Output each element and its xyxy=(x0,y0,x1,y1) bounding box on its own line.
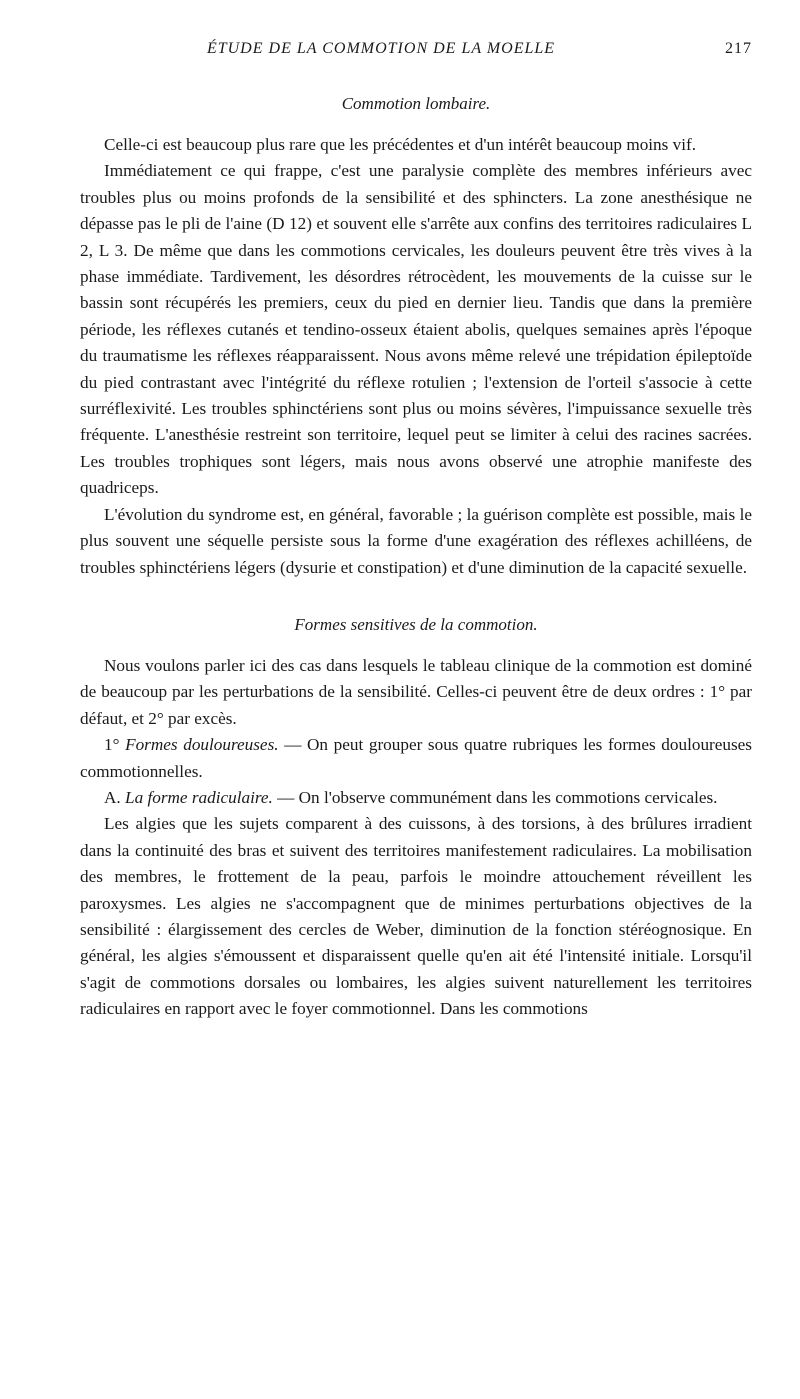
item-text: — On l'observe communément dans les commotions cervicales. xyxy=(272,787,718,807)
paragraph-forme-radiculaire xyxy=(80,785,752,811)
paragraph: Nous voulons parler ici des cas dans lesquels le tableau clinique de la commotion est dominé de beaucoup par les perturbations de la sensibilité. Celles-ci peuvent être de deux ordres : 1° par défaut, et 2° par excès. xyxy=(80,655,752,728)
paragraph-formes-douloureuses xyxy=(80,732,752,785)
running-head xyxy=(80,40,752,66)
page-number: 217 xyxy=(725,40,752,57)
item-title: La forme radiculaire. xyxy=(125,787,273,807)
running-title: ÉTUDE DE LA COMMOTION DE LA MOELLE xyxy=(206,40,556,57)
paragraph: L'évolution du syndrome est, en général, favorable ; la guérison complète est possible, mais le plus souvent une séquelle persiste sous la forme d'une exagération des réflexes achilléens, de troubles sphinctériens légers (dysurie et constipation) et d'une diminution de la capacité sexuelle. xyxy=(80,504,752,577)
item-text: — On peut grouper sous quatre rubriques les formes douloureuses commotionnelles. xyxy=(80,735,752,781)
paragraph: Immédiatement ce qui frappe, c'est une paralysie complète des membres inférieurs avec troubles plus ou moins profonds de la sensibilité et des sphincters. La zone anesthésique ne dépasse pas le pli de l'aine (D 12) et souvent elle s'arrête aux confins des territoires radiculaires L 2, L 3. De même que dans les commotions cervicales, les douleurs peuvent être très vives à la phase immédiate. Tardivement, les désordres rétrocèdent, les mouvements de la cuisse sur le bassin sont récupérés les premiers, ceux du pied en dernier lieu. Tandis que dans la première période, les réflexes cutanés et tendino-osseux étaient abolis, quelques semaines après l'époque du traumatisme les réflexes réapparaissent. Nous avons même relevé une trépidation épileptoïde du pied contrastant avec l'intégrité du réflexe rotulien ; l'extension de l'orteil s'associe à cette surréflexivité. Les troubles sphinctériens sont plus ou moins sévères, l'impuissance sexuelle très fréquente. L'anesthésie restreint son territoire, lequel peut se limiter à celui des racines sacrées. Les troubles trophiques sont légers, mais nous avons observé une atrophie manifeste des quadriceps. xyxy=(80,161,752,498)
section-title-formes-sensitives: Formes sensitives de la commotion. xyxy=(294,614,538,634)
paragraph: Les algies que les sujets comparent à des cuissons, à des torsions, à des brûlures irradient dans la continuité des bras et suivent des territoires manifestement radiculaires. La mobilisation des membres, le frottement de la peau, parfois le moindre attouchement réveillent les paroxysmes. Les algies ne s'accompagnent que de minimes perturbations objectives de la sensibilité : élargissement des cercles de Weber, diminution de la fonction stéréognosique. En général, les algies s'émoussent et disparaissent quelle qu'en ait été l'intensité initiale. Lorsqu'il s'agit de commotions dorsales ou lombaires, les algies suivent naturellement les territoires radiculaires en rapport avec le foyer commotionnel. Dans les commotions xyxy=(80,814,752,1019)
item-number: 1° xyxy=(104,735,120,755)
item-title: Formes douloureuses. xyxy=(125,735,279,755)
paragraph: Celle-ci est beaucoup plus rare que les précédentes et d'un intérêt beaucoup moins vif. xyxy=(104,135,697,154)
item-letter: A. xyxy=(104,787,121,807)
section-title-commotion-lombaire: Commotion lombaire. xyxy=(341,94,491,113)
page xyxy=(80,40,752,1023)
